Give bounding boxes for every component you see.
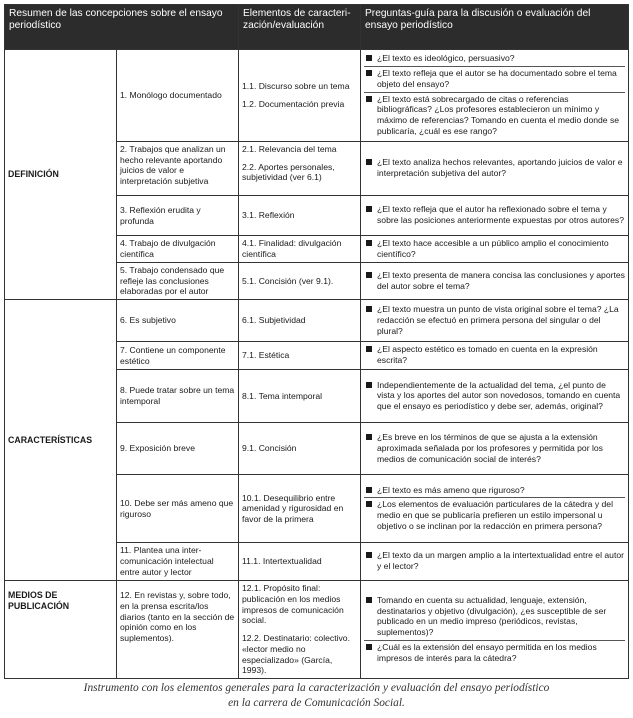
element-item: 4.1. Finalidad: divulgación científica xyxy=(242,238,342,259)
bullet-icon xyxy=(366,272,372,278)
evaluation-table xyxy=(4,4,629,679)
elements-cell xyxy=(239,342,361,370)
elements-cell xyxy=(239,475,361,543)
question-item: ¿El texto es ideológico, persuasivo? xyxy=(364,52,625,67)
concept-cell: 3. Reflexión erudita y profunda xyxy=(117,196,239,236)
element-item: 1.2. Documentación previa xyxy=(242,99,345,109)
question-item: ¿El texto está sobrecargado de citas o referencias bibliográficas? ¿Los profesores establecieron un mínimo y máximo de referencias? Tomando en cuenta el medio donde se publicaría, ¿cuál es ese rango? xyxy=(364,93,625,139)
element-item: 5.1. Concisión (ver 9.1). xyxy=(242,275,334,286)
bullet-icon xyxy=(366,96,372,102)
concept-cell: 1. Monólogo documentado xyxy=(117,50,239,142)
bullet-icon xyxy=(366,382,372,388)
question-item: Independientemente de la actualidad del tema, ¿el punto de vista y los aportes del autor son novedosos, tomando en cuenta que el ensayo es periodístico y debe ser, además, original? xyxy=(364,379,625,414)
header-elements: Elementos de caracteri-zación/evaluación xyxy=(239,5,361,50)
elements-cell xyxy=(239,300,361,342)
question-item: ¿El texto refleja que el autor ha reflexionado sobre el tema y sobre las posiciones anteriormente expuestas por otros autores? xyxy=(364,203,625,227)
questions-cell xyxy=(361,300,629,342)
elements-cell xyxy=(239,423,361,475)
question-item: ¿El texto da un margen amplio a la intertextualidad entre el autor y el lector? xyxy=(364,549,625,573)
bullet-icon xyxy=(366,644,372,650)
bullet-icon xyxy=(366,487,372,493)
element-item: 12.1. Propósito final: publicación en los medios impresos de comunicación social. xyxy=(242,583,344,626)
questions-cell xyxy=(361,342,629,370)
bullet-icon xyxy=(366,206,372,212)
element-item: 9.1. Concisión xyxy=(242,443,297,454)
bullet-icon xyxy=(366,306,372,312)
element-item: 7.1. Estética xyxy=(242,350,290,361)
element-item: 8.1. Tema intemporal xyxy=(242,390,323,401)
question-item: ¿El aspecto estético es tomado en cuenta en la expresión escrita? xyxy=(364,343,625,367)
questions-cell xyxy=(361,543,629,581)
element-item: 1.1. Discurso sobre un tema xyxy=(242,81,350,92)
questions-cell xyxy=(361,50,629,142)
questions-cell xyxy=(361,370,629,423)
question-item: ¿El texto muestra un punto de vista original sobre el tema? ¿La redacción se efectuó en primera persona del singular o del plural? xyxy=(364,303,625,338)
bullet-icon xyxy=(366,55,372,61)
question-item: ¿El texto analiza hechos relevantes, aportando juicios de valor e interpretación subjetiva del autor? xyxy=(364,156,625,180)
elements-cell xyxy=(239,236,361,263)
bullet-icon xyxy=(366,597,372,603)
questions-cell xyxy=(361,236,629,263)
question-item: ¿El texto hace accesible a un público amplio el conocimiento científico? xyxy=(364,237,625,261)
bullet-icon xyxy=(366,70,372,76)
elements-cell xyxy=(239,581,361,679)
section-medios: MEDIOS DE PUBLICACIÓN xyxy=(5,581,117,679)
questions-cell xyxy=(361,196,629,236)
bullet-icon xyxy=(366,240,372,246)
header-questions: Preguntas-guía para la discusión o evaluación del ensayo periodístico xyxy=(361,5,629,50)
question-item: ¿El texto refleja que el autor se ha documentado sobre el tema objeto del ensayo? xyxy=(364,67,625,92)
concept-cell: 12. En revistas y, sobre todo, en la prensa escrita/los diarios (tanto en la sección de opinión como en los suplementos). xyxy=(117,581,239,679)
concept-cell: 6. Es subjetivo xyxy=(117,300,239,342)
table-header-row xyxy=(5,5,629,50)
elements-cell xyxy=(239,263,361,300)
questions-cell xyxy=(361,475,629,543)
section-caracteristicas: CARACTERÍSTICAS xyxy=(5,300,117,581)
bullet-icon xyxy=(366,434,372,440)
concept-cell: 10. Debe ser más ameno que riguroso xyxy=(117,475,239,543)
question-item: ¿El texto presenta de manera concisa las conclusiones y aportes del autor sobre el tema? xyxy=(364,269,625,293)
table-row xyxy=(5,50,629,142)
element-item: 10.1. Desequilibrio entre amenidad y rigurosidad en favor de la primera xyxy=(242,492,344,525)
questions-cell xyxy=(361,581,629,679)
questions-cell xyxy=(361,423,629,475)
table-row xyxy=(5,581,629,679)
concept-cell: 2. Trabajos que analizan un hecho relevante aportando juicios de valor e interpretación subjetiva xyxy=(117,142,239,196)
concept-cell: 9. Exposición breve xyxy=(117,423,239,475)
element-item: 2.1. Relevancia del tema xyxy=(242,144,337,154)
questions-cell xyxy=(361,263,629,300)
concept-cell: 5. Trabajo condensado que refleje las conclusiones elaboradas por el autor xyxy=(117,263,239,300)
question-item: ¿Los elementos de evaluación particulares de la cátedra y del medio en que se publicaría prefieren un estilo impersonal u objetivo o se inclinan por la redacción en primera persona? xyxy=(364,498,625,533)
question-item: ¿Cuál es la extensión del ensayo permitida en los medios impresos de interés para la cátedra? xyxy=(364,641,625,665)
elements-cell xyxy=(239,196,361,236)
header-summary: Resumen de las concepciones sobre el ensayo periodístico xyxy=(5,5,239,50)
caption-line-1: Instrumento con los elementos generales para la caracterización y evaluación del ensayo periodístico xyxy=(83,682,550,694)
section-definicion: DEFINICIÓN xyxy=(5,50,117,300)
elements-cell xyxy=(239,50,361,142)
bullet-icon xyxy=(366,552,372,558)
question-item: ¿Es breve en los términos de que se ajusta a la extensión aproximada señalada por los profesores y permitida por los medios de comunicación social de interés? xyxy=(364,431,625,466)
concept-cell: 4. Trabajo de divulgación científica xyxy=(117,236,239,263)
bullet-icon xyxy=(366,501,372,507)
element-item: 6.1. Subjetividad xyxy=(242,315,306,326)
bullet-icon xyxy=(366,346,372,352)
figure-caption xyxy=(0,681,633,711)
table-row xyxy=(5,300,629,342)
bullet-icon xyxy=(366,159,372,165)
caption-line-2: en la carrera de Comunicación Social. xyxy=(228,697,405,709)
concept-cell: 8. Puede tratar sobre un tema intemporal xyxy=(117,370,239,423)
elements-cell xyxy=(239,370,361,423)
element-item: 2.2. Aportes personales, subjetividad (ver 6.1) xyxy=(242,161,335,183)
elements-cell xyxy=(239,142,361,196)
element-item: 12.2. Destinatario: colectivo. «lector medio no especializado» (García, 1993). xyxy=(242,633,350,676)
questions-cell xyxy=(361,142,629,196)
element-item: 3.1. Reflexión xyxy=(242,210,295,221)
question-item: ¿El texto es más ameno que riguroso? xyxy=(364,484,625,499)
concept-cell: 11. Plantea una inter-comunicación intelectual entre autor y lector xyxy=(117,543,239,581)
question-item: Tomando en cuenta su actualidad, lenguaje, extensión, destinatarios y objetivo (divulgación), ¿es susceptible de ser publicado en un medio impreso (periódicos, revistas, suplementos)? xyxy=(364,594,625,641)
concept-cell: 7. Contiene un componente estético xyxy=(117,342,239,370)
element-item: 11.1. Intertextualidad xyxy=(242,556,322,567)
elements-cell xyxy=(239,543,361,581)
